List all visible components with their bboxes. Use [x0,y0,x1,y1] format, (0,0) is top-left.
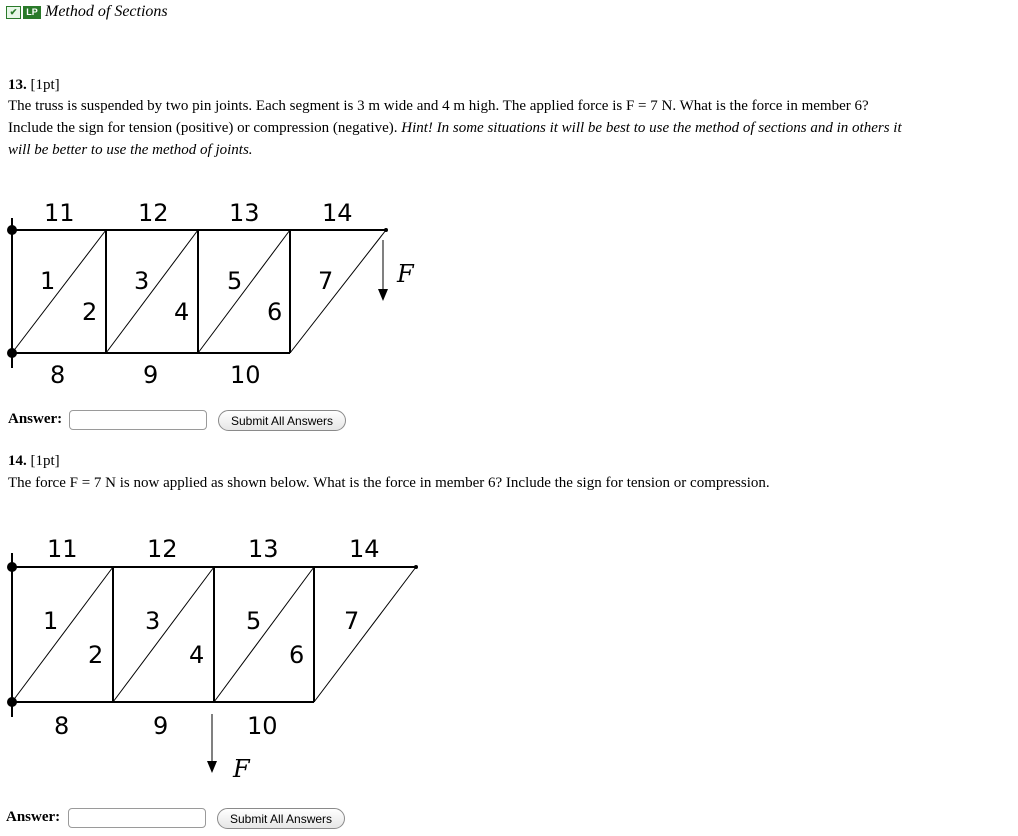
diagonal-1b [12,567,113,702]
member-label-4b: 4 [189,641,205,669]
q14-text [8,472,1008,494]
corner-point-2 [414,565,418,569]
member-label-8: 8 [50,361,66,389]
q13-hint-cont: will be better to use the method of joints. [8,142,253,158]
truss-diagram-1 [0,190,440,400]
force-label-1: F [397,260,414,288]
member-label-10: 10 [230,361,261,389]
q13-answer-label: Answer: [8,411,63,427]
diagonal-3b [113,567,214,702]
pin-joint-bottom-2 [7,697,17,707]
member-label-4: 4 [174,298,190,326]
force-label-2: F [233,755,250,783]
q13-answer-input[interactable] [69,410,207,430]
member-label-12b: 12 [147,535,178,563]
q13-title [8,77,60,94]
page-title: Method of Sections [45,3,168,20]
member-label-14b: 14 [349,535,380,563]
member-label-11: 11 [44,199,75,227]
member-label-2: 2 [82,298,98,326]
q14-answer-input[interactable] [68,808,206,828]
member-label-9b: 9 [153,712,169,740]
q14-submit-button[interactable]: Submit All Answers [217,808,345,829]
diagonal-3 [106,230,198,353]
q13-line2-plain: Include the sign for tension (positive) or compression (negative). [8,120,402,136]
q14-number: 14. [8,453,27,469]
force-arrowhead-1 [378,289,388,301]
member-label-13b: 13 [248,535,279,563]
member-label-5b: 5 [246,607,262,635]
truss-diagram-2 [0,525,440,795]
member-label-2b: 2 [88,641,104,669]
q13-submit-button[interactable]: Submit All Answers [218,410,346,431]
member-label-8b: 8 [54,712,70,740]
member-label-1b: 1 [43,607,59,635]
member-label-10b: 10 [247,712,278,740]
pin-joint-top-2 [7,562,17,572]
diagonal-1 [12,230,106,353]
member-label-6: 6 [267,298,283,326]
member-label-13: 13 [229,199,260,227]
diagonal-7 [290,230,386,353]
lp-badge-icon: LP [23,6,41,19]
member-label-14: 14 [322,199,353,227]
member-label-9: 9 [143,361,159,389]
diagonal-5 [198,230,290,353]
member-label-3: 3 [134,267,150,295]
page-header [6,2,168,22]
q13-points: [1pt] [30,77,60,93]
check-badge-icon: ✔ [6,6,21,19]
q14-line1: The force F = 7 N is now applied as shown below. What is the force in member 6? Include the sign for tension or compression. [8,475,770,491]
pin-joint-bottom-1 [7,348,17,358]
member-label-1: 1 [40,267,56,295]
q13-line1: The truss is suspended by two pin joints. Each segment is 3 m wide and 4 m high. The applied force is F = 7 N. What is the force in member 6? [8,98,869,114]
q13-hint: Hint! In some situations it will be best to use the method of sections and in others it [401,120,902,136]
q14-answer-label: Answer: [6,809,61,825]
member-label-7b: 7 [344,607,360,635]
member-label-5: 5 [227,267,243,295]
q14-title [8,453,60,470]
member-label-6b: 6 [289,641,305,669]
pin-joint-top-1 [7,225,17,235]
q13-line3 [8,139,1008,161]
member-label-11b: 11 [47,535,78,563]
diagonal-7b [314,567,416,702]
diagonal-5b [214,567,314,702]
member-label-3b: 3 [145,607,161,635]
member-label-7: 7 [318,267,334,295]
load-point-1 [384,228,388,232]
q13-text [8,95,1008,161]
q13-number: 13. [8,77,27,93]
member-label-12: 12 [138,199,169,227]
q14-points: [1pt] [30,453,60,469]
q13-line2 [8,117,1008,139]
force-arrowhead-2 [207,761,217,773]
